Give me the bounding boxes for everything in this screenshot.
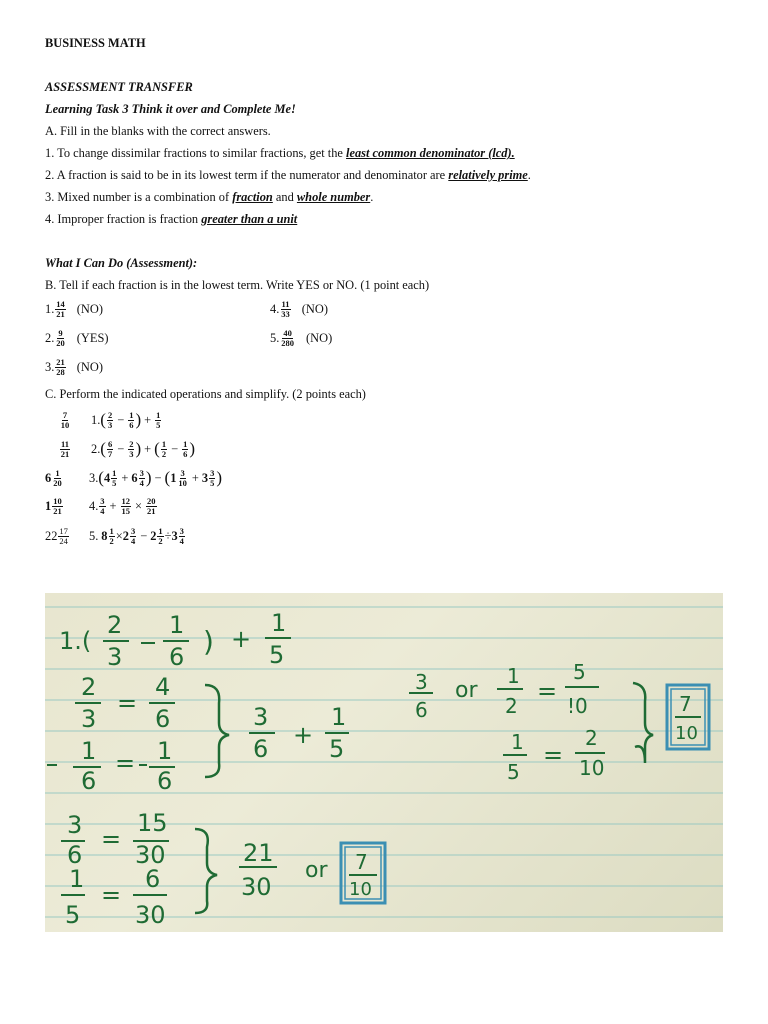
svg-text:6: 6 [81,767,97,795]
fraction: $\frac{9}{20}$ [56,328,65,348]
page-title: BUSINESS MATH [45,36,146,50]
fill-item-4-text: 4. Improper fraction is fraction [45,212,202,226]
svg-text:=: = [101,825,122,853]
svg-text:1: 1 [81,737,97,765]
svg-text:7: 7 [355,850,368,874]
fill-item-3 [45,190,373,205]
svg-text:10: 10 [675,723,698,744]
fill-item-3-mid: and [272,190,297,204]
fraction: $\frac{11}{33}$ [281,299,290,319]
svg-text:30: 30 [135,901,166,929]
svg-text:1: 1 [69,865,85,893]
instruction-b: B. Tell if each fraction is in the lowest term. Write YES or NO. (1 point each) [45,278,430,292]
svg-text:): ) [203,625,214,658]
fill-item-1-text: 1. To change dissimilar fractions to similar fractions, get the [45,146,347,160]
fill-item-3-suffix: . [370,190,374,204]
fill-item-2-text: 2. A fraction is said to be in its lowest term if the numerator and denominator are [45,168,449,182]
svg-text:10: 10 [579,756,605,780]
fill-item-1-answer: least common denominator (lcd). [346,146,515,160]
written-answer: $\frac{7}{10}$ [60,409,70,430]
written-answer: 22 $\frac{17}{24}$ [45,526,68,546]
item-number: 4. [270,302,280,316]
fill-item-1 [45,146,515,161]
fill-item-3-answer: fraction [232,190,273,204]
instruction-a: A. Fill in the blanks with the correct answers. [45,124,271,138]
svg-text:!0: !0 [567,694,588,718]
svg-text:30: 30 [241,873,272,901]
svg-text:5: 5 [329,735,345,763]
svg-text:1.(: 1.( [59,627,92,655]
svg-text:1: 1 [271,609,287,637]
svg-text:2: 2 [81,673,97,701]
lowest-term-item-3 [45,358,103,377]
written-answer: 1 $\frac{10}{21}$ [45,496,62,516]
paren: ( [100,410,106,429]
item-number: 3. [89,470,99,485]
fill-item-2-suffix: . [527,168,531,182]
item-number: 1. [45,302,55,316]
item-number: 2. [45,331,55,345]
svg-text:6: 6 [415,698,428,722]
fill-item-4-answer: greater than a unit [201,212,298,226]
operation-row-5: 22 $\frac{17}{24}$ 5. 8 $\frac{1}{2}$ × 2 $\frac{3}{4}$ − 2 $\frac{1}{2}$ ÷ 3 $\frac{3}{4}$ [45,526,184,546]
svg-text:1: 1 [331,703,347,731]
svg-text:10: 10 [349,879,372,900]
answer: (NO) [76,360,103,374]
item-number: 2. [91,441,101,456]
svg-text:=: = [537,677,558,705]
boxed-answer-2 [341,843,385,903]
svg-text:+: + [231,625,252,653]
svg-text:5: 5 [65,901,81,929]
svg-text:+: + [293,721,314,749]
svg-text:=: = [115,749,136,777]
svg-text:1: 1 [511,730,524,754]
svg-text:=: = [101,881,122,909]
written-answer: 6 $\frac{1}{20}$ [45,467,62,488]
notebook-paper [45,593,723,932]
svg-text:30: 30 [135,841,166,869]
svg-text:4: 4 [155,673,171,701]
svg-text:or: or [305,858,328,883]
svg-text:=: = [543,741,564,769]
svg-text:6: 6 [67,841,83,869]
lowest-term-item-1 [45,300,103,319]
operation-row-3: 6 $\frac{1}{20}$ 3. ( 4 $\frac{1}{5}$ + 6 $\frac{3}{4}$ ) − ( 1 $\frac{3}{10}$ + 3 $\frac{3}{5}$ ) [45,467,223,488]
section-title-assessment-transfer: ASSESSMENT TRANSFER [45,80,193,94]
svg-text:3: 3 [67,811,83,839]
fraction: $\frac{21}{28}$ [56,357,65,377]
item-number: 4. [89,499,99,513]
svg-text:6: 6 [145,865,161,893]
fill-item-4 [45,212,297,227]
boxed-answer-1 [667,685,709,749]
svg-text:2: 2 [107,611,123,639]
fraction: $\frac{14}{21}$ [56,299,65,319]
svg-text:7: 7 [679,692,692,716]
lowest-term-item-5 [270,329,332,348]
svg-text:15: 15 [137,809,168,837]
written-answer: $\frac{11}{21}$ [60,438,70,459]
item-number: 3. [45,360,55,374]
svg-text:3: 3 [253,703,269,731]
svg-text:=: = [117,689,138,717]
svg-text:6: 6 [169,643,185,671]
lowest-term-item-4 [270,300,328,319]
svg-text:1: 1 [157,737,173,765]
section-title-what-i-can-do: What I Can Do (Assessment): [45,256,198,270]
operation-row-1: $\frac{7}{10}$ 1. ( $\frac{2}{3}$ − $\frac{1}{6}$ ) + $\frac{1}{5}$ [45,410,162,430]
lowest-term-item-2 [45,329,108,348]
fill-item-3-text: 3. Mixed number is a combination of [45,190,233,204]
item-number: 1. [91,412,101,427]
answer: (NO) [76,302,103,316]
answer: (NO) [306,331,333,345]
svg-text:5: 5 [507,760,520,784]
fill-item-2 [45,168,531,183]
instruction-c: C. Perform the indicated operations and simplify. (2 points each) [45,387,366,401]
svg-text:6: 6 [157,767,173,795]
svg-text:5: 5 [573,660,586,684]
svg-text:5: 5 [269,641,285,669]
svg-text:2: 2 [585,726,598,750]
svg-text:or: or [455,678,478,703]
svg-text:3: 3 [107,643,123,671]
svg-text:3: 3 [415,670,428,694]
handwritten-solution-photo [45,593,723,932]
fill-item-2-answer: relatively prime [448,168,528,182]
fraction: $\frac{40}{280}$ [281,328,295,348]
svg-text:1: 1 [169,611,185,639]
operation-row-2: $\frac{11}{21}$ 2. ( $\frac{6}{7}$ − $\frac{2}{3}$ ) + ( $\frac{1}{2}$ − $\frac{1}{6}$ ) [45,439,195,459]
svg-text:6: 6 [253,735,269,763]
svg-text:21: 21 [243,839,274,867]
svg-text:2: 2 [505,694,518,718]
learning-task-title: Learning Task 3 Think it over and Complete Me! [45,102,296,116]
svg-text:3: 3 [81,705,97,733]
answer: (NO) [301,302,328,316]
fill-item-3-answer-2: whole number [296,190,371,204]
item-number: 5. [270,331,280,345]
item-number: 5. [89,529,99,543]
svg-text:6: 6 [155,705,171,733]
answer: (YES) [76,331,109,345]
operation-row-4: 1 $\frac{10}{21}$ 4. $\frac{3}{4}$ + $\frac{12}{15}$ × $\frac{20}{21}$ [45,496,156,516]
svg-text:1: 1 [507,664,520,688]
